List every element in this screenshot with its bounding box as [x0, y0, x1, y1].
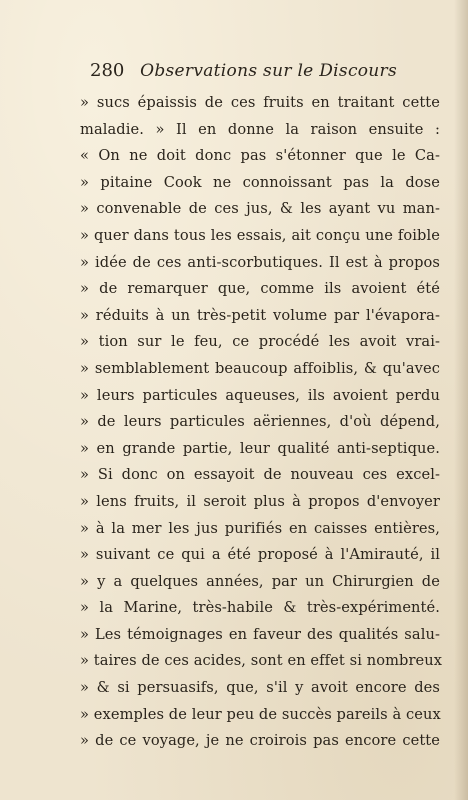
text-line: » leurs particules aqueuses, ils avoient perdu	[80, 386, 440, 404]
text-line: » idée de ces anti-scorbutiques. Il est à propos	[80, 253, 440, 271]
page-edge-shadow	[454, 0, 468, 800]
text-line: » sucs épaissis de ces fruits en traitant cette	[80, 94, 440, 111]
text-line: » & si persuasifs, que, s'il y avoit encore des	[80, 679, 440, 697]
text-line: » Si donc on essayoit de nouveau ces excel-	[80, 466, 440, 484]
running-title: Observations sur le Discours	[140, 61, 397, 81]
text-line: » de leurs particules aëriennes, d'où dépend,	[80, 413, 440, 431]
text-line: » exemples de leur peu de succès pareils à ceux	[80, 705, 441, 723]
text-line: » de remarquer que, comme ils avoient été	[80, 280, 440, 298]
text-line: » à la mer les jus purifiés en caisses entières,	[80, 519, 440, 537]
text-line: » quer dans tous les essais, ait conçu une foible	[80, 226, 440, 244]
text-line: » taires de ces acides, sont en effet si nombreux	[80, 652, 443, 670]
text-line: « On ne doit donc pas s'étonner que le Ca-	[80, 147, 440, 165]
text-line: » y a quelques années, par un Chirurgien de	[80, 572, 440, 590]
text-line: » pitaine Cook ne connoissant pas la dose	[80, 173, 440, 191]
text-line: » Les témoignages en faveur des qualités salu-	[80, 625, 440, 643]
page-number: 280	[90, 60, 125, 81]
text-line: » réduits à un très-petit volume par l'évapora-	[80, 306, 440, 324]
page-header	[90, 60, 430, 84]
text-line: » convenable de ces jus, & les ayant vu man-	[80, 200, 440, 218]
body-text	[80, 90, 443, 755]
text-line: » tion sur le feu, ce procédé les avoit vrai-	[80, 333, 440, 351]
text-line: » la Marine, très-habile & très-expérimenté.	[80, 599, 440, 617]
text-line: » de ce voyage, je ne croirois pas encore cette	[80, 732, 440, 750]
text-line: » en grande partie, leur qualité anti-septique.	[80, 439, 440, 457]
text-line: maladie. » Il en donne la raison ensuite :	[80, 120, 440, 138]
text-line: » suivant ce qui a été proposé à l'Amirauté, il	[80, 546, 440, 564]
text-line: » lens fruits, il seroit plus à propos d'envoyer	[80, 492, 440, 510]
text-line: » semblablement beaucoup affoiblis, & qu'avec	[80, 359, 440, 377]
